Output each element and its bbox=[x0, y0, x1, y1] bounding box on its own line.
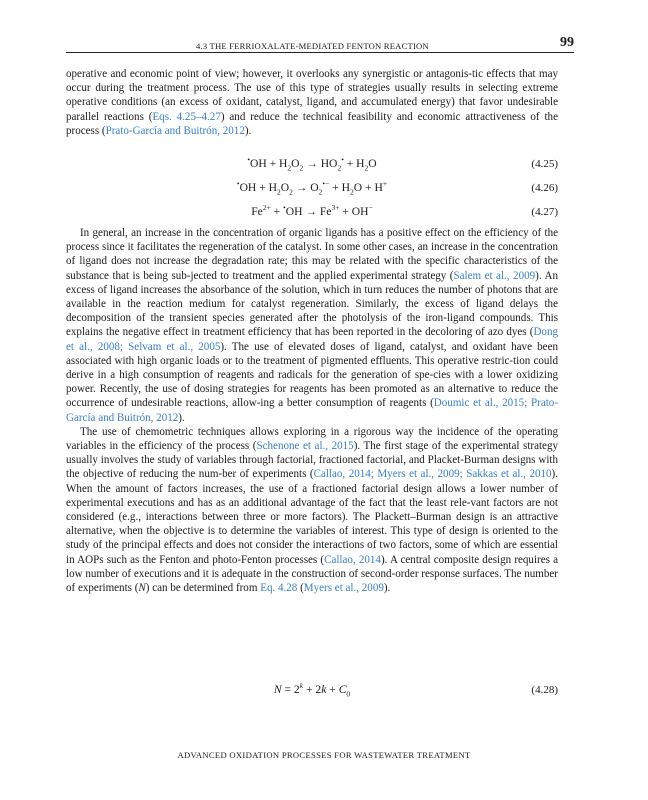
equation-4-26-number: (4.26) bbox=[531, 182, 558, 194]
equation-4-25-number: (4.25) bbox=[531, 158, 558, 170]
ref-eqs-4-25-4-27[interactable]: Eqs. 4.25–4.27 bbox=[152, 110, 221, 123]
equation-4-28-number: (4.28) bbox=[531, 684, 558, 696]
equation-4-27-number: (4.27) bbox=[531, 206, 558, 218]
ref-schenone-2015[interactable]: Schenone et al., 2015 bbox=[256, 440, 354, 453]
ref-callao-myers-sakkas[interactable]: Callao, 2014; Myers et al., 2009; Sakkas et al., 2010 bbox=[313, 468, 552, 481]
equation-4-27 bbox=[66, 205, 558, 221]
ref-salem-2009[interactable]: Salem et al., 2009 bbox=[453, 269, 536, 282]
equation-4-25-formula: $^•OH + H_2O_2 \to HO_2^• + H_2O$ bbox=[247, 155, 377, 173]
equation-4-28-formula: $N = 2^k + 2k + C_0$ bbox=[273, 681, 351, 699]
ref-doumic-prato-garcia[interactable]: Doumic et al., 2015; Prato-García and Buitrón, 2012 bbox=[66, 397, 558, 424]
ref-myers-2009[interactable]: Myers et al., 2009 bbox=[303, 582, 384, 595]
running-header bbox=[66, 30, 574, 53]
ref-prato-garcia-2012[interactable]: Prato-García and Buitrón, 2012 bbox=[105, 124, 245, 137]
equation-4-26 bbox=[66, 181, 558, 197]
equation-4-28 bbox=[66, 683, 558, 699]
ref-dong-selvam[interactable]: Dong et al., 2008; Selvam et al., 2005 bbox=[66, 326, 558, 353]
equation-4-26-formula: $^•OH + H_2O_2 \to O_2^{•-} + H_2O + H^+$ bbox=[236, 179, 388, 197]
page-number: 99 bbox=[560, 35, 574, 50]
paragraph-1: operative and economic point of view; however, it overlooks any synergistic or antagonis-tic effects that may occur during the treatment process. The use of this type of strategies usually results in selecting extreme operative conditions (an excess of oxidant, catalyst, ligand, and accumulated energy) that favor undesirable parallel reactions (Eqs. 4.25–4.27) and reduce the technical feasibility and economic attractiveness of the process (Prato-García and Buitrón, 2012). bbox=[66, 68, 558, 137]
equation-4-25 bbox=[66, 157, 558, 173]
running-footer: ADVANCED OXIDATION PROCESSES FOR WASTEWATER TREATMENT bbox=[177, 750, 471, 760]
equation-4-27-formula: $Fe^{2+} + ^•OH \to Fe^{3+} + OH^-$ bbox=[251, 203, 373, 218]
ref-callao-2014[interactable]: Callao, 2014 bbox=[324, 553, 381, 566]
paragraph-2: In general, an increase in the concentration of organic ligands has a positive effect on the efficiency of the process since it facilitates the regeneration of the catalyst. In some other cases, an increase in the concentration of ligand does not increase the degradation rate; this may be related with the specific characteristics of the substance that is being sub-jected to treatment and the applied experimental strategy (Salem et al., 2009). An excess of ligand increases the absorbance of the solution, which in turn reduces the number of photons that are available in the reaction medium for catalyst regeneration. Similarly, the excess of ligand delays the decomposition of the transient species generated after the photolysis of the iron-ligand compounds. This explains the negative effect in treatment efficiency that has been reported in the decoloring of azo dyes (Dong et al., 2008; Selvam et al., 2005). The use of elevated doses of ligand, catalyst, and oxidant have been associated with high organic loads or to the treatment of pigmented effluents. This operative restric-tion could derive in a high consumption of reagents and radicals for the generation of spe-cies with a lower oxidizing power. Recently, the use of dosing strategies for reagents has been promoted as an alternative to reduce the occurrence of undesirable reactions, allow-ing a better consumption of reagents (Doumic et al., 2015; Prato-García and Buitrón, 2012). The use of chemometric techniques allows exploring in a rigorous way the incidence of the operating variables in the efficiency of the process (Schenone et al., 2015). The first stage of the experimental strategy usually involves the study of variables through factorial, fractioned factorial, and Placket-Burman designs with the objective of reducing the num-ber of experiments (Callao, 2014; Myers et al., 2009; Sakkas et al., 2010). When the amount of factors increases, the use of a fractioned factorial design allows a lower number of experimental executions and has as an additional advantage of the fact that the least rele-vant factors are not considered (e.g., interactions between three or more factors). The Plackett–Burman design is an attractive alternative, when the objective is to determine the variables of interest. This type of design is oriented to the study of the principal effects and does not consider the interactions of two factors, some of which are essential in AOPs such as the Fenton and photo-Fenton processes (Callao, 2014). A central composite design requires a low number of executions and it is adequate in the construction of second-order response surfaces. The number of experiments (N) can be determined from Eq. 4.28 (Myers et al., 2009). bbox=[66, 227, 558, 595]
ref-eq-4-28[interactable]: Eq. 4.28 bbox=[260, 582, 298, 595]
variable-n: N bbox=[138, 582, 146, 595]
section-title: 4.3 THE FERRIOXALATE-MEDIATED FENTON REACTION bbox=[196, 41, 429, 51]
